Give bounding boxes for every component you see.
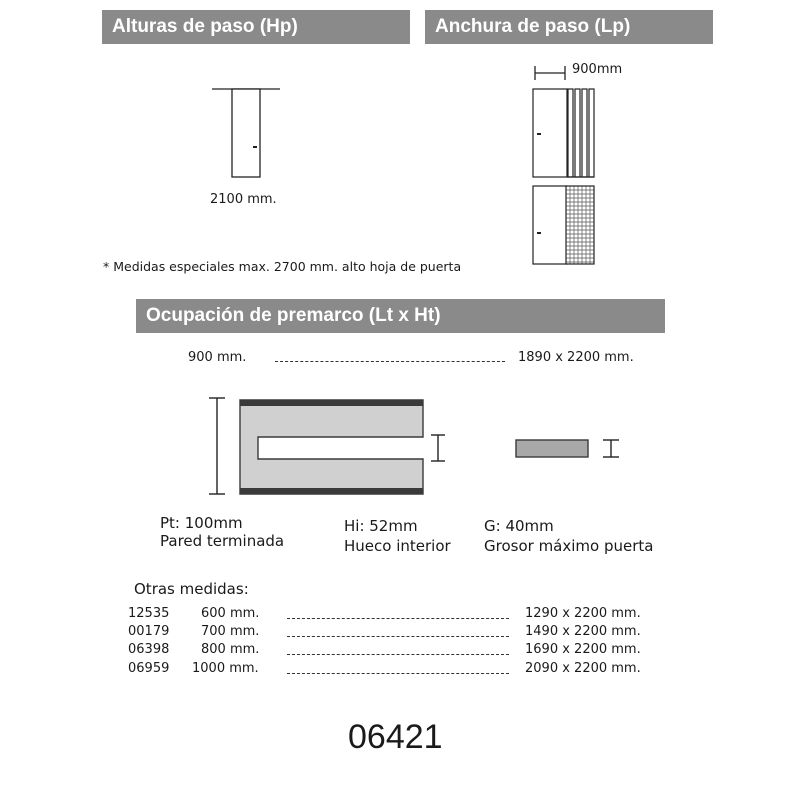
pt-dimension-marker — [209, 398, 225, 494]
row-size: 2090 x 2200 mm. — [525, 661, 641, 676]
height-value: 2100 mm. — [210, 192, 277, 207]
door-width-drawing-1 — [533, 89, 594, 177]
row-size: 1690 x 2200 mm. — [525, 642, 641, 657]
special-sizes-note: * Medidas especiales max. 2700 mm. alto hoja de puerta — [103, 259, 462, 274]
hi-label: Hi: 52mm — [344, 517, 418, 535]
width-dimension-marker — [535, 66, 565, 80]
g-description: Grosor máximo puerta — [484, 537, 654, 555]
premarco-main-leader — [275, 361, 505, 362]
row-code: 00179 — [128, 624, 170, 639]
row-width: 1000 mm. — [192, 661, 259, 676]
row-width: 700 mm. — [201, 624, 260, 639]
g-label: G: 40mm — [484, 517, 554, 535]
door-width-drawing-2 — [533, 186, 594, 264]
premarco-main-width: 900 mm. — [188, 350, 247, 365]
g-dimension-marker — [603, 440, 619, 457]
pt-description: Pared terminada — [160, 532, 285, 550]
row-code: 12535 — [128, 606, 170, 621]
row-leader — [287, 673, 509, 674]
premarco-main-size: 1890 x 2200 mm. — [518, 350, 634, 365]
door-height-drawing — [212, 89, 280, 177]
product-code: 06421 — [348, 718, 443, 756]
row-width: 800 mm. — [201, 642, 260, 657]
width-value: 900mm — [572, 62, 623, 77]
pt-label: Pt: 100mm — [160, 514, 243, 532]
row-leader — [287, 636, 509, 637]
hi-description: Hueco interior — [344, 537, 451, 555]
row-leader — [287, 618, 509, 619]
header-premarco-title: Ocupación de premarco (Lt x Ht) — [146, 305, 441, 326]
header-anchura-title: Anchura de paso (Lp) — [435, 16, 631, 37]
row-size: 1490 x 2200 mm. — [525, 624, 641, 639]
row-size: 1290 x 2200 mm. — [525, 606, 641, 621]
hi-dimension-marker — [431, 435, 445, 461]
frame-profile — [240, 400, 423, 494]
otras-medidas-title: Otras medidas: — [134, 580, 249, 598]
row-code: 06398 — [128, 642, 170, 657]
row-code: 06959 — [128, 661, 170, 676]
row-leader — [287, 654, 509, 655]
header-alturas-title: Alturas de paso (Hp) — [112, 16, 298, 37]
row-width: 600 mm. — [201, 606, 260, 621]
door-leaf-profile — [516, 440, 588, 457]
